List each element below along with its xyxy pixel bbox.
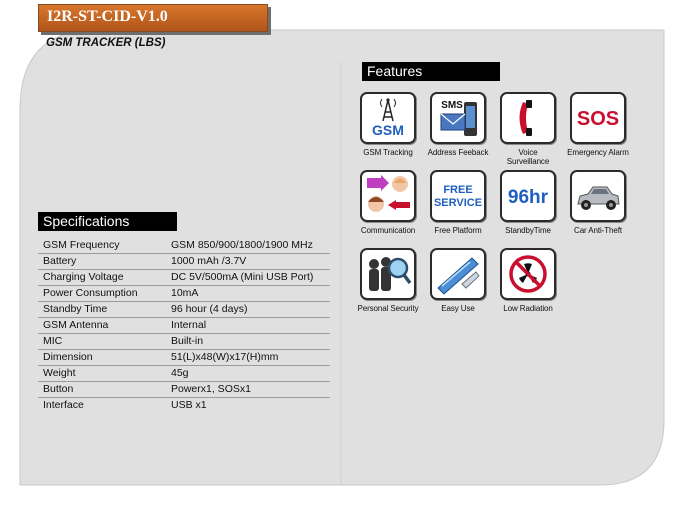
spec-value: 96 hour (4 days) — [171, 303, 248, 315]
feature-address-feedback — [424, 92, 492, 157]
free-icon-text: FREE — [443, 184, 473, 196]
spec-key: GSM Frequency — [43, 239, 120, 251]
standby-96hr-icon — [500, 170, 556, 222]
radiation-icon — [500, 248, 556, 300]
feature-label: Easy Use — [441, 304, 475, 313]
spec-key: Button — [43, 383, 74, 395]
table-row — [38, 366, 330, 382]
page-subtitle: GSM TRACKER (LBS) — [46, 37, 166, 49]
feature-low-radiation — [494, 248, 562, 313]
table-row — [38, 382, 330, 398]
spec-value: 10mA — [171, 287, 199, 299]
table-row — [38, 254, 330, 270]
car-icon — [570, 170, 626, 222]
spec-key: Power Consumption — [43, 287, 138, 299]
free-service-icon — [430, 170, 486, 222]
spec-key: MIC — [43, 335, 63, 347]
gsm-icon-text: GSM — [372, 122, 404, 138]
feature-label: Low Radiation — [503, 304, 553, 313]
easy-use-device-icon — [430, 248, 486, 300]
spec-key: Interface — [43, 399, 84, 411]
feature-label: Address Feeback — [427, 148, 489, 157]
features-header: Features — [362, 62, 500, 81]
feature-label: Free Platform — [434, 226, 482, 235]
feature-label: GSM Tracking — [363, 148, 413, 157]
specifications-header: Specifications — [38, 212, 177, 231]
spec-value: Built-in — [171, 335, 204, 347]
spec-key: Standby Time — [43, 303, 108, 315]
feature-label: Emergency Alarm — [567, 148, 629, 157]
title-banner — [38, 4, 268, 32]
spec-value: USB x1 — [171, 399, 207, 411]
feature-label-line2: Surveillance — [506, 157, 550, 166]
feature-car-anti-theft — [564, 170, 632, 235]
spec-key: Dimension — [43, 351, 93, 363]
feature-label: Car Anti-Theft — [574, 226, 622, 235]
table-row — [38, 270, 330, 286]
spec-key: Battery — [43, 255, 77, 267]
feature-label: StandbyTime — [505, 226, 551, 235]
spec-value: 1000 mAh /3.7V — [171, 255, 247, 267]
spec-value: 51(L)x48(W)x17(H)mm — [171, 351, 279, 363]
sms-icon-text: SMS — [441, 100, 463, 111]
feature-free-platform — [424, 170, 492, 235]
feature-standby-time — [494, 170, 562, 235]
spec-value: DC 5V/500mA (Mini USB Port) — [171, 271, 314, 283]
spec-value: GSM 850/900/1800/1900 MHz — [171, 239, 313, 251]
spec-key: Charging Voltage — [43, 271, 124, 283]
service-icon-text: SERVICE — [433, 197, 483, 209]
table-row — [38, 318, 330, 334]
sms-phone-icon — [430, 92, 486, 144]
spec-value: 45g — [171, 367, 189, 379]
table-row — [38, 286, 330, 302]
feature-emergency-alarm — [564, 92, 632, 157]
spec-value: Powerx1, SOSx1 — [171, 383, 251, 395]
table-row — [38, 302, 330, 318]
gsm-tower-icon — [360, 92, 416, 144]
table-row — [38, 350, 330, 366]
table-row — [38, 334, 330, 350]
table-row — [38, 398, 330, 413]
telephone-handset-icon — [500, 92, 556, 144]
feature-gsm-tracking — [354, 92, 422, 157]
feature-easy-use — [424, 248, 492, 313]
page-title: I2R-ST-CID-V1.0 — [47, 8, 168, 25]
96hr-icon-text: 96hr — [507, 187, 549, 208]
feature-communication — [354, 170, 422, 235]
table-row — [38, 238, 330, 254]
sos-icon — [570, 92, 626, 144]
feature-label-line1: Voice — [518, 148, 538, 157]
spec-key: Weight — [43, 367, 76, 379]
feature-personal-security — [354, 248, 422, 313]
feature-label: Communication — [360, 226, 416, 235]
feature-label: Personal Security — [357, 304, 419, 313]
spec-value: Internal — [171, 319, 207, 331]
sos-icon-text: SOS — [576, 108, 620, 130]
feature-voice-surveillance — [494, 92, 562, 166]
communication-arrows-icon — [360, 170, 416, 222]
specifications-table — [38, 238, 330, 413]
spec-key: GSM Antenna — [43, 319, 109, 331]
magnifier-people-icon — [360, 248, 416, 300]
